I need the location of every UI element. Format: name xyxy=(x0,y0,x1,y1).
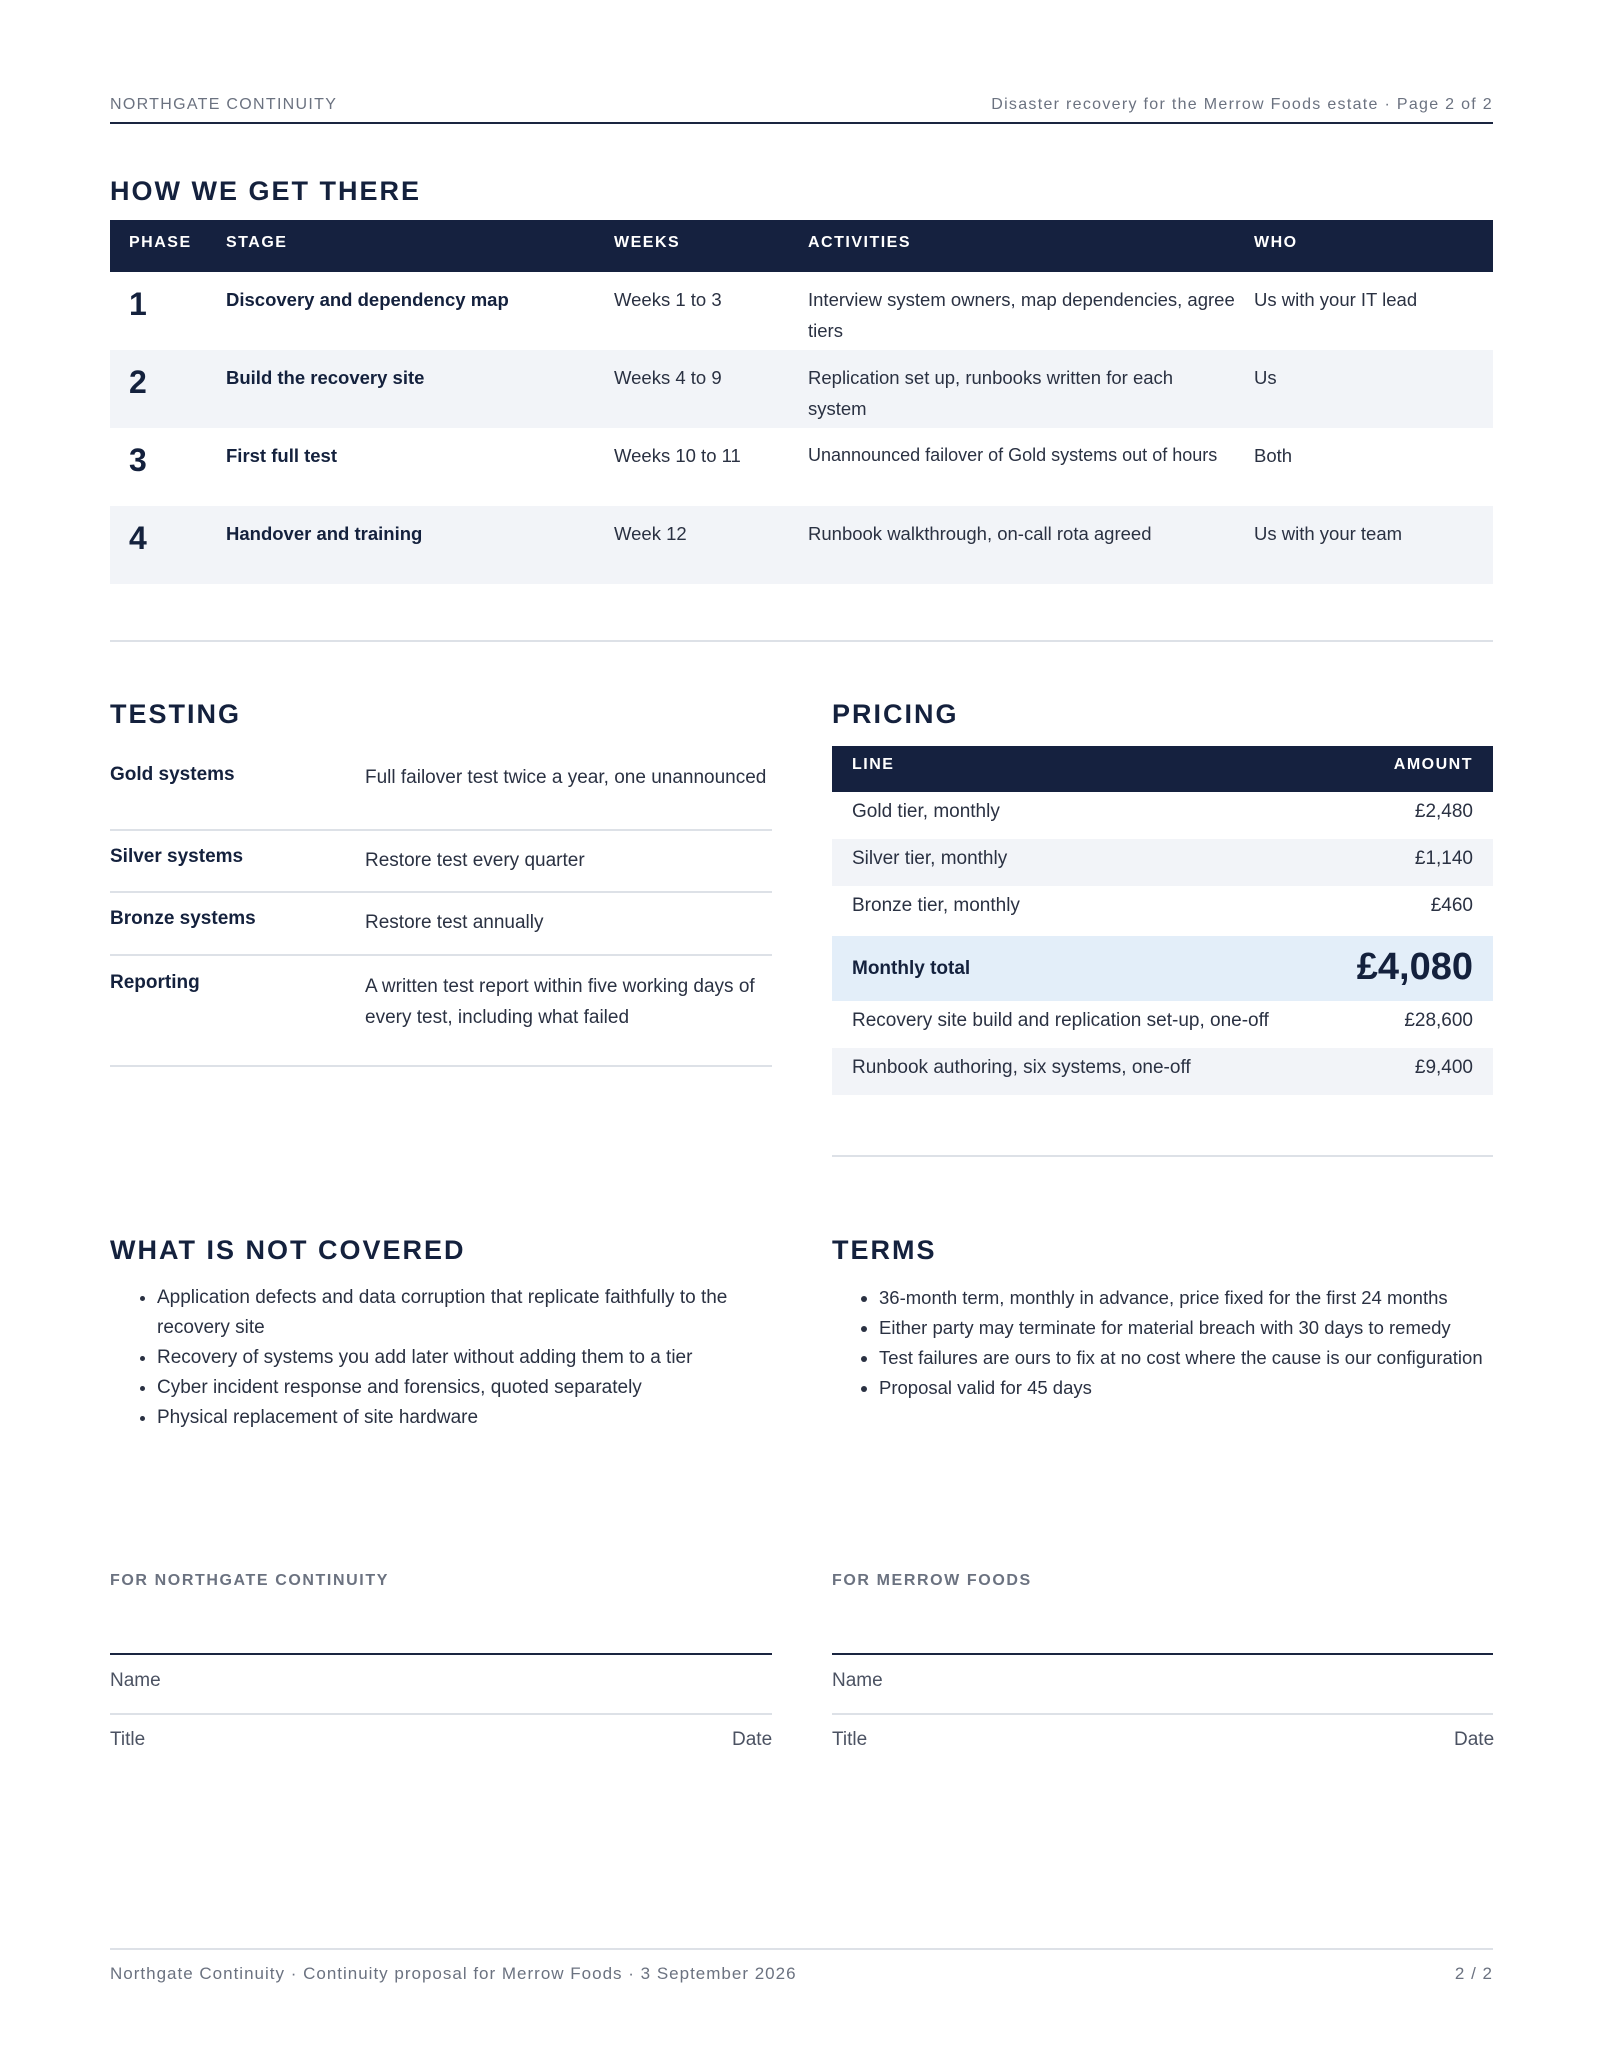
weeks: Weeks 1 to 3 xyxy=(614,289,722,310)
testing-value: A written test report within five working days of every test, including what failed xyxy=(365,976,755,1028)
pricing-line: Silver tier, monthly xyxy=(852,848,1008,869)
pricing-line: Recovery site build and replication set-up, one-off xyxy=(852,1010,1269,1031)
stage-name: Handover and training xyxy=(226,506,614,584)
pricing-amount: £2,480 xyxy=(1414,801,1473,822)
list-item: • Physical replacement of site hardware xyxy=(157,1403,777,1433)
pricing-line: Runbook authoring, six systems, one-off xyxy=(852,1057,1191,1078)
terms-list xyxy=(832,1283,1499,1403)
activities: Runbook walkthrough, on-call rota agreed xyxy=(808,506,1254,584)
col-line: LINE xyxy=(852,756,895,773)
pricing-line: Gold tier, monthly xyxy=(852,801,1000,822)
signature-date-label: Date xyxy=(1454,1729,1495,1750)
pricing-amount: £9,400 xyxy=(1414,1057,1473,1078)
list-item: • Recovery of systems you add later without adding them to a tier xyxy=(157,1343,777,1373)
testing-label: Reporting xyxy=(110,972,200,993)
pricing-row xyxy=(832,886,1493,933)
testing-row xyxy=(110,752,772,831)
signature-title-label: Title xyxy=(832,1729,868,1750)
pricing-row xyxy=(832,792,1493,839)
who: Us with your IT lead xyxy=(1254,289,1418,310)
footer-page-number: 2 / 2 xyxy=(1454,1964,1493,1983)
pricing-amount: £460 xyxy=(1430,895,1473,916)
table-row xyxy=(110,272,1493,350)
list-item: • Either party may terminate for material breach with 30 days to remedy xyxy=(879,1313,1499,1343)
activities: Unannounced failover of Gold systems out of hours xyxy=(808,445,1218,465)
table-row xyxy=(110,350,1493,428)
testing-row xyxy=(110,831,772,893)
signature-date-label: Date xyxy=(732,1729,773,1750)
testing-value: Full failover test twice a year, one unannounced xyxy=(365,767,767,788)
footer-left: Northgate Continuity · Continuity proposal for Merrow Foods · 3 September 2026 xyxy=(110,1964,797,1983)
pricing-amount: £28,600 xyxy=(1404,1010,1473,1031)
signature-line[interactable] xyxy=(110,1653,772,1655)
signature-divider xyxy=(110,1713,772,1715)
not-covered-heading: WHAT IS NOT COVERED xyxy=(110,1235,466,1265)
phase-number: 1 xyxy=(129,286,147,322)
col-phase: PHASE xyxy=(110,220,226,272)
table-row xyxy=(110,506,1493,584)
pricing-row xyxy=(832,839,1493,886)
testing-label: Gold systems xyxy=(110,764,235,785)
signature-title-label: Title xyxy=(110,1729,146,1750)
list-item: • Cyber incident response and forensics, quoted separately xyxy=(157,1373,777,1403)
stage-name: Discovery and dependency map xyxy=(226,289,509,310)
monthly-total-label: Monthly total xyxy=(852,958,971,979)
stage-name: First full test xyxy=(226,445,338,466)
running-header-right: Disaster recovery for the Merrow Foods estate · Page 2 of 2 xyxy=(991,96,1493,113)
testing-value: Restore test every quarter xyxy=(365,850,585,871)
testing-row xyxy=(110,893,772,956)
running-header-left: NORTHGATE CONTINUITY xyxy=(110,96,338,113)
phase-table-header xyxy=(110,220,1493,272)
who: Us with your team xyxy=(1254,506,1493,584)
pricing-amount: £1,140 xyxy=(1414,848,1473,869)
activities: Interview system owners, map dependencies, agree tiers xyxy=(808,289,1235,341)
pricing-row xyxy=(832,1001,1493,1048)
weeks: Weeks 10 to 11 xyxy=(614,445,741,466)
who: Both xyxy=(1254,445,1293,466)
footer-divider xyxy=(110,1948,1493,1950)
stage-name: Build the recovery site xyxy=(226,350,614,428)
pricing-line: Bronze tier, monthly xyxy=(852,895,1020,916)
col-activities: ACTIVITIES xyxy=(808,220,1254,272)
signature-line[interactable] xyxy=(832,1653,1493,1655)
monthly-total-row xyxy=(832,936,1493,1001)
testing-row xyxy=(110,956,772,1067)
phase-number: 4 xyxy=(110,506,226,584)
list-item: • 36-month term, monthly in advance, price fixed for the first 24 months xyxy=(879,1283,1499,1313)
pricing-table-header xyxy=(832,746,1493,792)
activities: Replication set up, runbooks written for each system xyxy=(808,350,1254,428)
signature-name-label: Name xyxy=(110,1670,161,1691)
monthly-total-amount: £4,080 xyxy=(1356,946,1473,988)
table-row xyxy=(110,428,1493,506)
list-item: • Application defects and data corruption that replicate faithfully to the recovery site xyxy=(157,1283,777,1343)
plan-heading: HOW WE GET THERE xyxy=(110,176,421,206)
col-who: WHO xyxy=(1254,220,1493,272)
pricing-heading: PRICING xyxy=(832,699,959,729)
weeks: Weeks 4 to 9 xyxy=(614,350,808,428)
weeks: Week 12 xyxy=(614,506,808,584)
col-weeks: WEEKS xyxy=(614,220,808,272)
not-covered-list xyxy=(110,1283,777,1433)
testing-label: Silver systems xyxy=(110,846,244,867)
list-item: • Proposal valid for 45 days xyxy=(879,1373,1499,1403)
who: Us xyxy=(1254,350,1493,428)
phase-number: 3 xyxy=(129,442,147,478)
terms-heading: TERMS xyxy=(832,1235,937,1265)
signature-name-label: Name xyxy=(832,1670,883,1691)
section-divider xyxy=(110,640,1493,642)
section-divider xyxy=(832,1155,1493,1157)
phase-table xyxy=(110,220,1493,584)
running-header xyxy=(110,96,1493,124)
signature-divider xyxy=(832,1713,1493,1715)
signature-label-merrow: FOR MERROW FOODS xyxy=(832,1572,1032,1589)
pricing-row xyxy=(832,1048,1493,1095)
phase-number: 2 xyxy=(110,350,226,428)
col-amount: AMOUNT xyxy=(1393,756,1473,773)
testing-value: Restore test annually xyxy=(365,912,544,933)
testing-heading: TESTING xyxy=(110,699,242,729)
testing-label: Bronze systems xyxy=(110,908,256,929)
col-stage: STAGE xyxy=(226,220,614,272)
signature-label-northgate: FOR NORTHGATE CONTINUITY xyxy=(110,1572,389,1589)
list-item: • Test failures are ours to fix at no cost where the cause is our configuration xyxy=(879,1343,1499,1373)
